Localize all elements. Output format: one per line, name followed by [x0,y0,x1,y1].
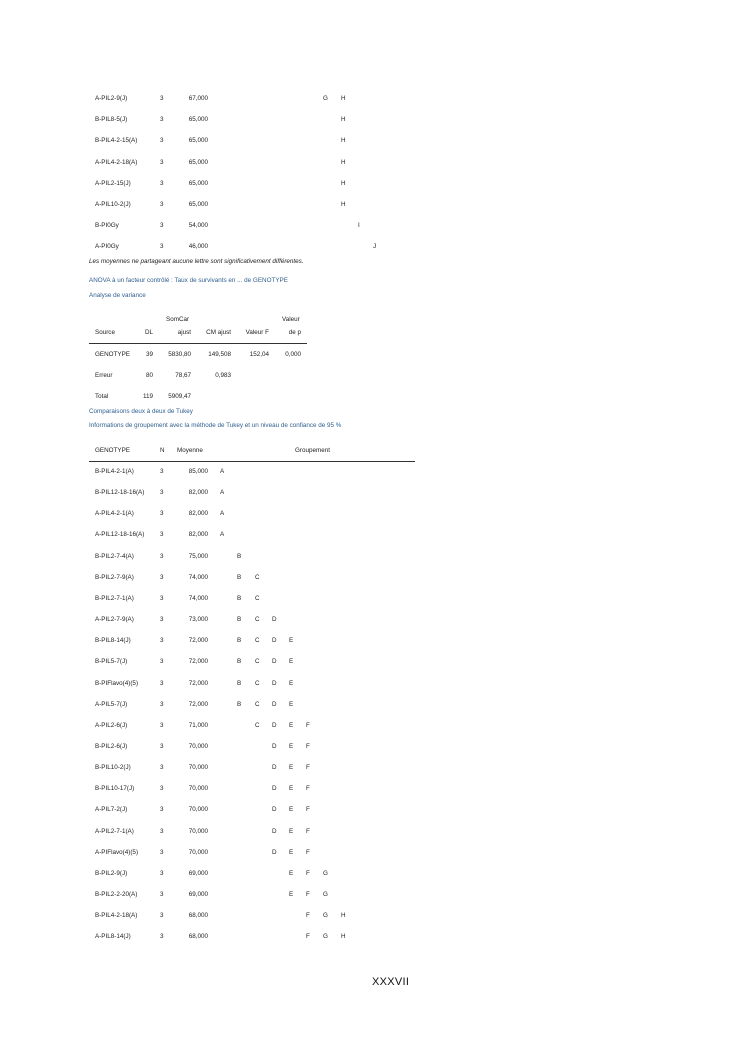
group-letter: E [289,806,294,814]
mean-cell: 70,000 [188,785,208,793]
anova-dl: 80 [145,372,153,379]
mean-cell: 73,000 [188,616,208,624]
mean-cell: 65,000 [188,201,208,208]
group-letter: E [289,700,294,708]
group-letter: J [373,243,377,251]
group-letter: H [341,137,346,145]
group-letter: E [289,827,294,835]
header-source: Source [95,329,115,336]
header-cm: CM ajust [206,329,231,336]
n-cell: 3 [160,510,164,518]
anova-header-rule [89,343,307,344]
genotype-cell: B-PIL2-6(J) [95,742,128,750]
genotype-cell: B-PIL2-7-1(A) [95,594,134,602]
header-dl: DL [145,329,154,336]
genotype-cell: B-PIL8-14(J) [95,637,131,645]
group-letter: C [255,616,260,624]
mean-cell: 82,000 [188,489,208,497]
mean-cell: 69,000 [188,891,208,898]
genotype-cell: B-PIL2-2-20(A) [95,891,138,898]
n-cell: 3 [160,222,164,230]
mean-cell: 54,000 [188,222,208,230]
n-cell: 3 [160,243,164,251]
n-cell: 3 [160,785,164,793]
group-letter: F [306,933,310,941]
mean-cell: 70,000 [188,764,208,772]
group-letter: E [289,869,294,877]
group-letter: C [255,573,260,581]
n-cell: 3 [160,201,164,208]
group-letter: D [272,785,277,793]
mean-cell: 70,000 [188,742,208,750]
group-letter: F [306,806,310,814]
mean-cell: 74,000 [188,594,208,602]
n-cell: 3 [160,912,164,920]
group-letter: B [237,573,242,581]
n-cell: 3 [160,616,164,624]
header-groups: Groupement [295,447,331,454]
n-cell: 3 [160,531,164,539]
header-somcar-top: SomCar [166,316,190,323]
genotype-cell: A-PIL4-2-1(A) [95,510,134,518]
group-letter: C [255,594,260,602]
group-letter: E [289,785,294,793]
genotype-cell: A-PIL7-2(J) [95,806,128,814]
group-letter: D [272,616,277,624]
group-letter: D [272,827,277,835]
group-letter: D [272,721,277,729]
mean-cell: 65,000 [188,137,208,145]
genotype-cell: A-PIL4-2-18(A) [95,158,138,166]
header-somcar: ajust [177,329,191,336]
mean-cell: 65,000 [188,158,208,166]
group-letter: C [255,700,260,708]
group-letter: F [306,869,310,877]
group-letter: D [272,806,277,814]
n-cell: 3 [160,468,164,475]
n-cell: 3 [160,869,164,877]
group-letter: D [272,700,277,708]
group-letter: F [306,827,310,835]
genotype-cell: B-PIL10-17(J) [95,785,135,793]
genotype-cell: B-PIL2-7-4(A) [95,552,134,560]
genotype-cell: A-PIL2-6(J) [95,721,128,729]
anova-subtitle: Analyse de variance [89,292,146,299]
header-mean: Moyenne [177,447,203,454]
mean-cell: 68,000 [188,933,208,941]
anova-somcar: 5909,47 [168,393,191,400]
group-letter: B [237,658,242,666]
group-letter: F [306,721,310,729]
group-letter: F [306,912,310,920]
group-letter: E [289,679,294,687]
group-letter: B [237,679,242,687]
mean-cell: 70,000 [188,848,208,856]
n-cell: 3 [160,848,164,856]
n-cell: 3 [160,637,164,645]
group-letter: G [323,95,328,102]
genotype-cell: B-PI0Gy [95,222,119,230]
n-cell: 3 [160,658,164,666]
n-cell: 3 [160,158,164,166]
anova-source: Erreur [95,372,113,379]
group-letter: A [220,510,225,518]
genotype-cell: A-PIL2-15(J) [95,179,131,187]
group-letter: D [272,742,277,750]
header-f: Valeur F [245,329,269,336]
group-letter: I [358,222,360,230]
n-cell: 3 [160,700,164,708]
group-letter: F [306,785,310,793]
genotype-cell: A-PIL2-9(J) [95,95,128,102]
mean-cell: 67,000 [188,95,208,102]
genotype-cell: B-PIFlavo(4)(5) [95,679,139,687]
genotype-cell: B-PIL4-2-15(A) [95,137,138,145]
mean-cell: 72,000 [188,700,208,708]
mean-cell: 65,000 [188,116,208,124]
mean-cell: 71,000 [188,721,208,729]
n-cell: 3 [160,764,164,772]
genotype-cell: B-PIL12-18-16(A) [95,489,145,497]
mean-cell: 69,000 [188,869,208,877]
group-letter: B [237,616,242,624]
genotype-cell: A-PIL5-7(J) [95,700,128,708]
group-letter: D [272,679,277,687]
anova-source: GENOTYPE [95,351,130,358]
anova-dl: 119 [142,393,153,400]
header-genotype: GENOTYPE [95,447,130,454]
genotype-cell: A-PIL12-18-16(A) [95,531,145,539]
group-letter: A [220,489,225,497]
genotype-cell: A-PIL2-7-1(A) [95,827,134,835]
mean-cell: 75,000 [188,552,208,560]
header-valeur-top: Valeur [282,316,300,323]
group-letter: B [237,637,242,645]
group-letter: B [237,552,242,560]
group-letter: E [289,764,294,772]
genotype-cell: B-PIL10-2(J) [95,764,131,772]
mean-cell: 65,000 [188,179,208,187]
n-cell: 3 [160,95,164,102]
tukey-subtitle: Informations de groupement avec la méthode de Tukey et un niveau de confiance de 95 % [89,422,342,429]
mean-cell: 74,000 [188,573,208,581]
group-letter: H [341,179,346,187]
n-cell: 3 [160,116,164,124]
tukey-header-rule [89,461,415,462]
group-letter: E [289,742,294,750]
group-letter: B [237,594,242,602]
n-cell: 3 [160,594,164,602]
mean-cell: 85,000 [188,468,208,475]
group-letter: A [220,468,225,475]
genotype-cell: B-PIL2-7-9(A) [95,573,134,581]
anova-cm: 0,983 [215,372,231,379]
group-letter: C [255,637,260,645]
group-letter: E [289,848,294,856]
mean-cell: 70,000 [188,806,208,814]
group-letter: F [306,742,310,750]
header-n: N [160,447,165,454]
anova-f: 152,04 [249,351,269,358]
group-letter: D [272,658,277,666]
anova-source: Total [95,393,109,400]
n-cell: 3 [160,721,164,729]
genotype-cell: B-PIL4-2-1(A) [95,468,134,475]
genotype-cell: B-PIL2-9(J) [95,869,128,877]
genotype-cell: A-PIL8-14(J) [95,933,131,941]
n-cell: 3 [160,806,164,814]
n-cell: 3 [160,179,164,187]
tukey-title: Comparaisons deux à deux de Tukey [89,408,193,415]
genotype-cell: A-PIFlavo(4)(5) [95,848,139,856]
n-cell: 3 [160,933,164,941]
group-letter: E [289,891,294,898]
mean-cell: 82,000 [188,510,208,518]
mean-cell: 72,000 [188,658,208,666]
mean-cell: 72,000 [188,679,208,687]
group-letter: G [323,933,328,941]
genotype-cell: A-PIL2-7-9(A) [95,616,134,624]
anova-title: ANOVA à un facteur contrôlé : Taux de survivants en ... de GENOTYPE [89,277,288,284]
group-letter: H [341,95,346,102]
group-letter: F [306,848,310,856]
anova-cm: 149,508 [208,351,231,358]
n-cell: 3 [160,489,164,497]
group-letter: B [237,700,242,708]
footnote: Les moyennes ne partageant aucune lettre sont significativement différentes. [89,258,304,265]
group-letter: C [255,658,260,666]
mean-cell: 82,000 [188,531,208,539]
anova-somcar: 5830,80 [168,351,191,358]
group-letter: H [341,201,346,208]
page-number: XXXVII [372,976,410,988]
group-letter: A [220,531,225,539]
group-letter: F [306,891,310,898]
group-letter: G [323,912,328,920]
group-letter: H [341,116,346,124]
n-cell: 3 [160,891,164,898]
group-letter: D [272,637,277,645]
group-letter: G [323,869,328,877]
genotype-cell: B-PIL8-5(J) [95,116,128,124]
n-cell: 3 [160,573,164,581]
group-letter: E [289,658,294,666]
group-letter: E [289,721,294,729]
group-letter: D [272,764,277,772]
anova-somcar: 78,67 [175,372,191,379]
group-letter: H [341,912,346,920]
group-letter: D [272,848,277,856]
genotype-cell: A-PIL10-2(J) [95,201,131,208]
n-cell: 3 [160,552,164,560]
n-cell: 3 [160,827,164,835]
group-letter: H [341,158,346,166]
anova-dl: 39 [145,351,153,358]
group-letter: E [289,637,294,645]
group-letter: G [323,891,328,898]
group-letter: C [255,679,260,687]
genotype-cell: B-PIL4-2-18(A) [95,912,138,920]
genotype-cell: A-PI0Gy [95,243,119,251]
n-cell: 3 [160,742,164,750]
mean-cell: 68,000 [188,912,208,920]
group-letter: F [306,764,310,772]
group-letter: H [341,933,346,941]
n-cell: 3 [160,679,164,687]
header-p: de p [288,329,301,336]
anova-p: 0,000 [285,351,301,358]
mean-cell: 72,000 [188,637,208,645]
mean-cell: 70,000 [188,827,208,835]
n-cell: 3 [160,137,164,145]
group-letter: C [255,721,260,729]
mean-cell: 46,000 [188,243,208,251]
genotype-cell: B-PIL5-7(J) [95,658,128,666]
